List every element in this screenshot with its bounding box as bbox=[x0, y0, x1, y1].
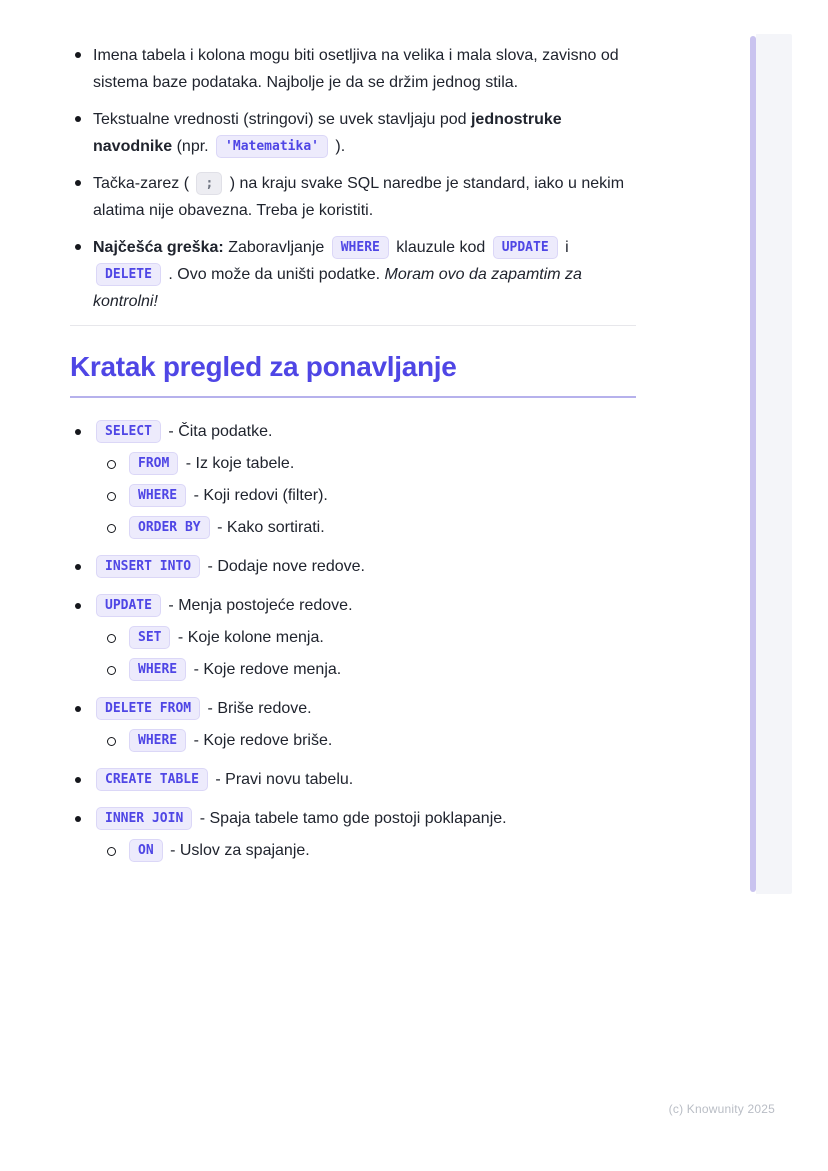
text-run: - Dodaje nove redove. bbox=[203, 558, 365, 575]
nested-list-item bbox=[98, 656, 636, 684]
text-run: . Ovo može da uništi podatke. bbox=[163, 266, 385, 283]
section-heading: Kratak pregled za ponavljanje bbox=[70, 348, 636, 398]
text-run: - Čita podatke. bbox=[163, 423, 273, 440]
nested-list-item bbox=[98, 450, 636, 478]
list-item bbox=[70, 695, 636, 755]
list-item bbox=[70, 592, 636, 684]
sql-code-badge: SELECT bbox=[96, 420, 161, 443]
sql-code-badge: INNER JOIN bbox=[96, 807, 192, 830]
summary-bullet-list bbox=[70, 418, 636, 865]
nested-list bbox=[93, 727, 636, 755]
sql-code-badge: WHERE bbox=[129, 658, 186, 681]
list-item bbox=[70, 418, 636, 542]
text-run: ) na kraju svake SQL naredbe je standard, iako u nekim alatima nije obavezna. Treba je koristiti. bbox=[93, 175, 625, 219]
section-divider bbox=[70, 325, 636, 326]
note-document-content bbox=[70, 42, 636, 876]
text-run: - Koje redove menja. bbox=[189, 661, 342, 678]
sql-code-badge: WHERE bbox=[332, 236, 389, 259]
nested-list-item bbox=[98, 837, 636, 865]
sql-code-badge: ; bbox=[196, 172, 222, 195]
text-run: klauzule kod bbox=[391, 239, 490, 256]
nested-list-item bbox=[98, 727, 636, 755]
text-run: ). bbox=[330, 138, 346, 155]
text-run: - Koje redove briše. bbox=[189, 732, 333, 749]
nested-list bbox=[93, 837, 636, 865]
text-run: Tačka-zarez ( bbox=[93, 175, 194, 192]
sql-code-badge: UPDATE bbox=[96, 594, 161, 617]
page-footer bbox=[669, 1102, 775, 1116]
italic-text: Moram ovo da zapamtim za kontrolni! bbox=[93, 266, 582, 310]
sql-code-badge: SET bbox=[129, 626, 170, 649]
sql-code-badge: WHERE bbox=[129, 484, 186, 507]
sql-code-badge: DELETE bbox=[96, 263, 161, 286]
text-run: Imena tabela i kolona mogu biti osetljiva na velika i mala slova, zavisno od sistema baze podataka. Najbolje je da se držim jednog stila. bbox=[93, 47, 619, 91]
nested-list-item bbox=[98, 624, 636, 652]
nested-list bbox=[93, 624, 636, 684]
sql-code-badge: UPDATE bbox=[493, 236, 558, 259]
text-run: - Pravi novu tabelu. bbox=[210, 771, 354, 788]
text-run: - Menja postojeće redove. bbox=[163, 597, 353, 614]
list-item bbox=[70, 234, 636, 315]
sql-code-badge: 'Matematika' bbox=[216, 135, 328, 158]
bold-text: Najčešća greška: bbox=[93, 239, 224, 256]
text-run: - Spaja tabele tamo gde postoji poklapanje. bbox=[195, 810, 507, 827]
text-run: - Uslov za spajanje. bbox=[165, 842, 310, 859]
sql-code-badge: ON bbox=[129, 839, 163, 862]
list-item bbox=[70, 553, 636, 581]
text-run: - Kako sortirati. bbox=[212, 519, 325, 536]
sql-code-badge: DELETE FROM bbox=[96, 697, 200, 720]
sql-code-badge: FROM bbox=[129, 452, 178, 475]
sql-code-badge: CREATE TABLE bbox=[96, 768, 208, 791]
intro-bullet-list bbox=[70, 42, 636, 315]
text-run: (npr. bbox=[172, 138, 214, 155]
sql-code-badge: ORDER BY bbox=[129, 516, 210, 539]
nested-list-item bbox=[98, 482, 636, 510]
text-run: i bbox=[560, 239, 569, 256]
list-item bbox=[70, 766, 636, 794]
text-run: Tekstualne vrednosti (stringovi) se uvek stavljaju pod bbox=[93, 111, 471, 128]
list-item bbox=[70, 170, 636, 224]
text-run: - Briše redove. bbox=[203, 700, 312, 717]
text-run: Zaboravljanje bbox=[223, 239, 329, 256]
list-item bbox=[70, 805, 636, 865]
text-run: - Koje kolone menja. bbox=[173, 629, 324, 646]
side-rail-panel bbox=[756, 34, 792, 894]
sql-code-badge: INSERT INTO bbox=[96, 555, 200, 578]
text-run: - Koji redovi (filter). bbox=[189, 487, 328, 504]
sql-code-badge: WHERE bbox=[129, 729, 186, 752]
list-item bbox=[70, 42, 636, 96]
text-run: - Iz koje tabele. bbox=[181, 455, 295, 472]
nested-list-item bbox=[98, 514, 636, 542]
bold-text: jednostruke navodnike bbox=[93, 111, 562, 155]
list-item bbox=[70, 106, 636, 160]
copyright-text: (c) Knowunity 2025 bbox=[668, 1102, 775, 1116]
nested-list bbox=[93, 450, 636, 542]
